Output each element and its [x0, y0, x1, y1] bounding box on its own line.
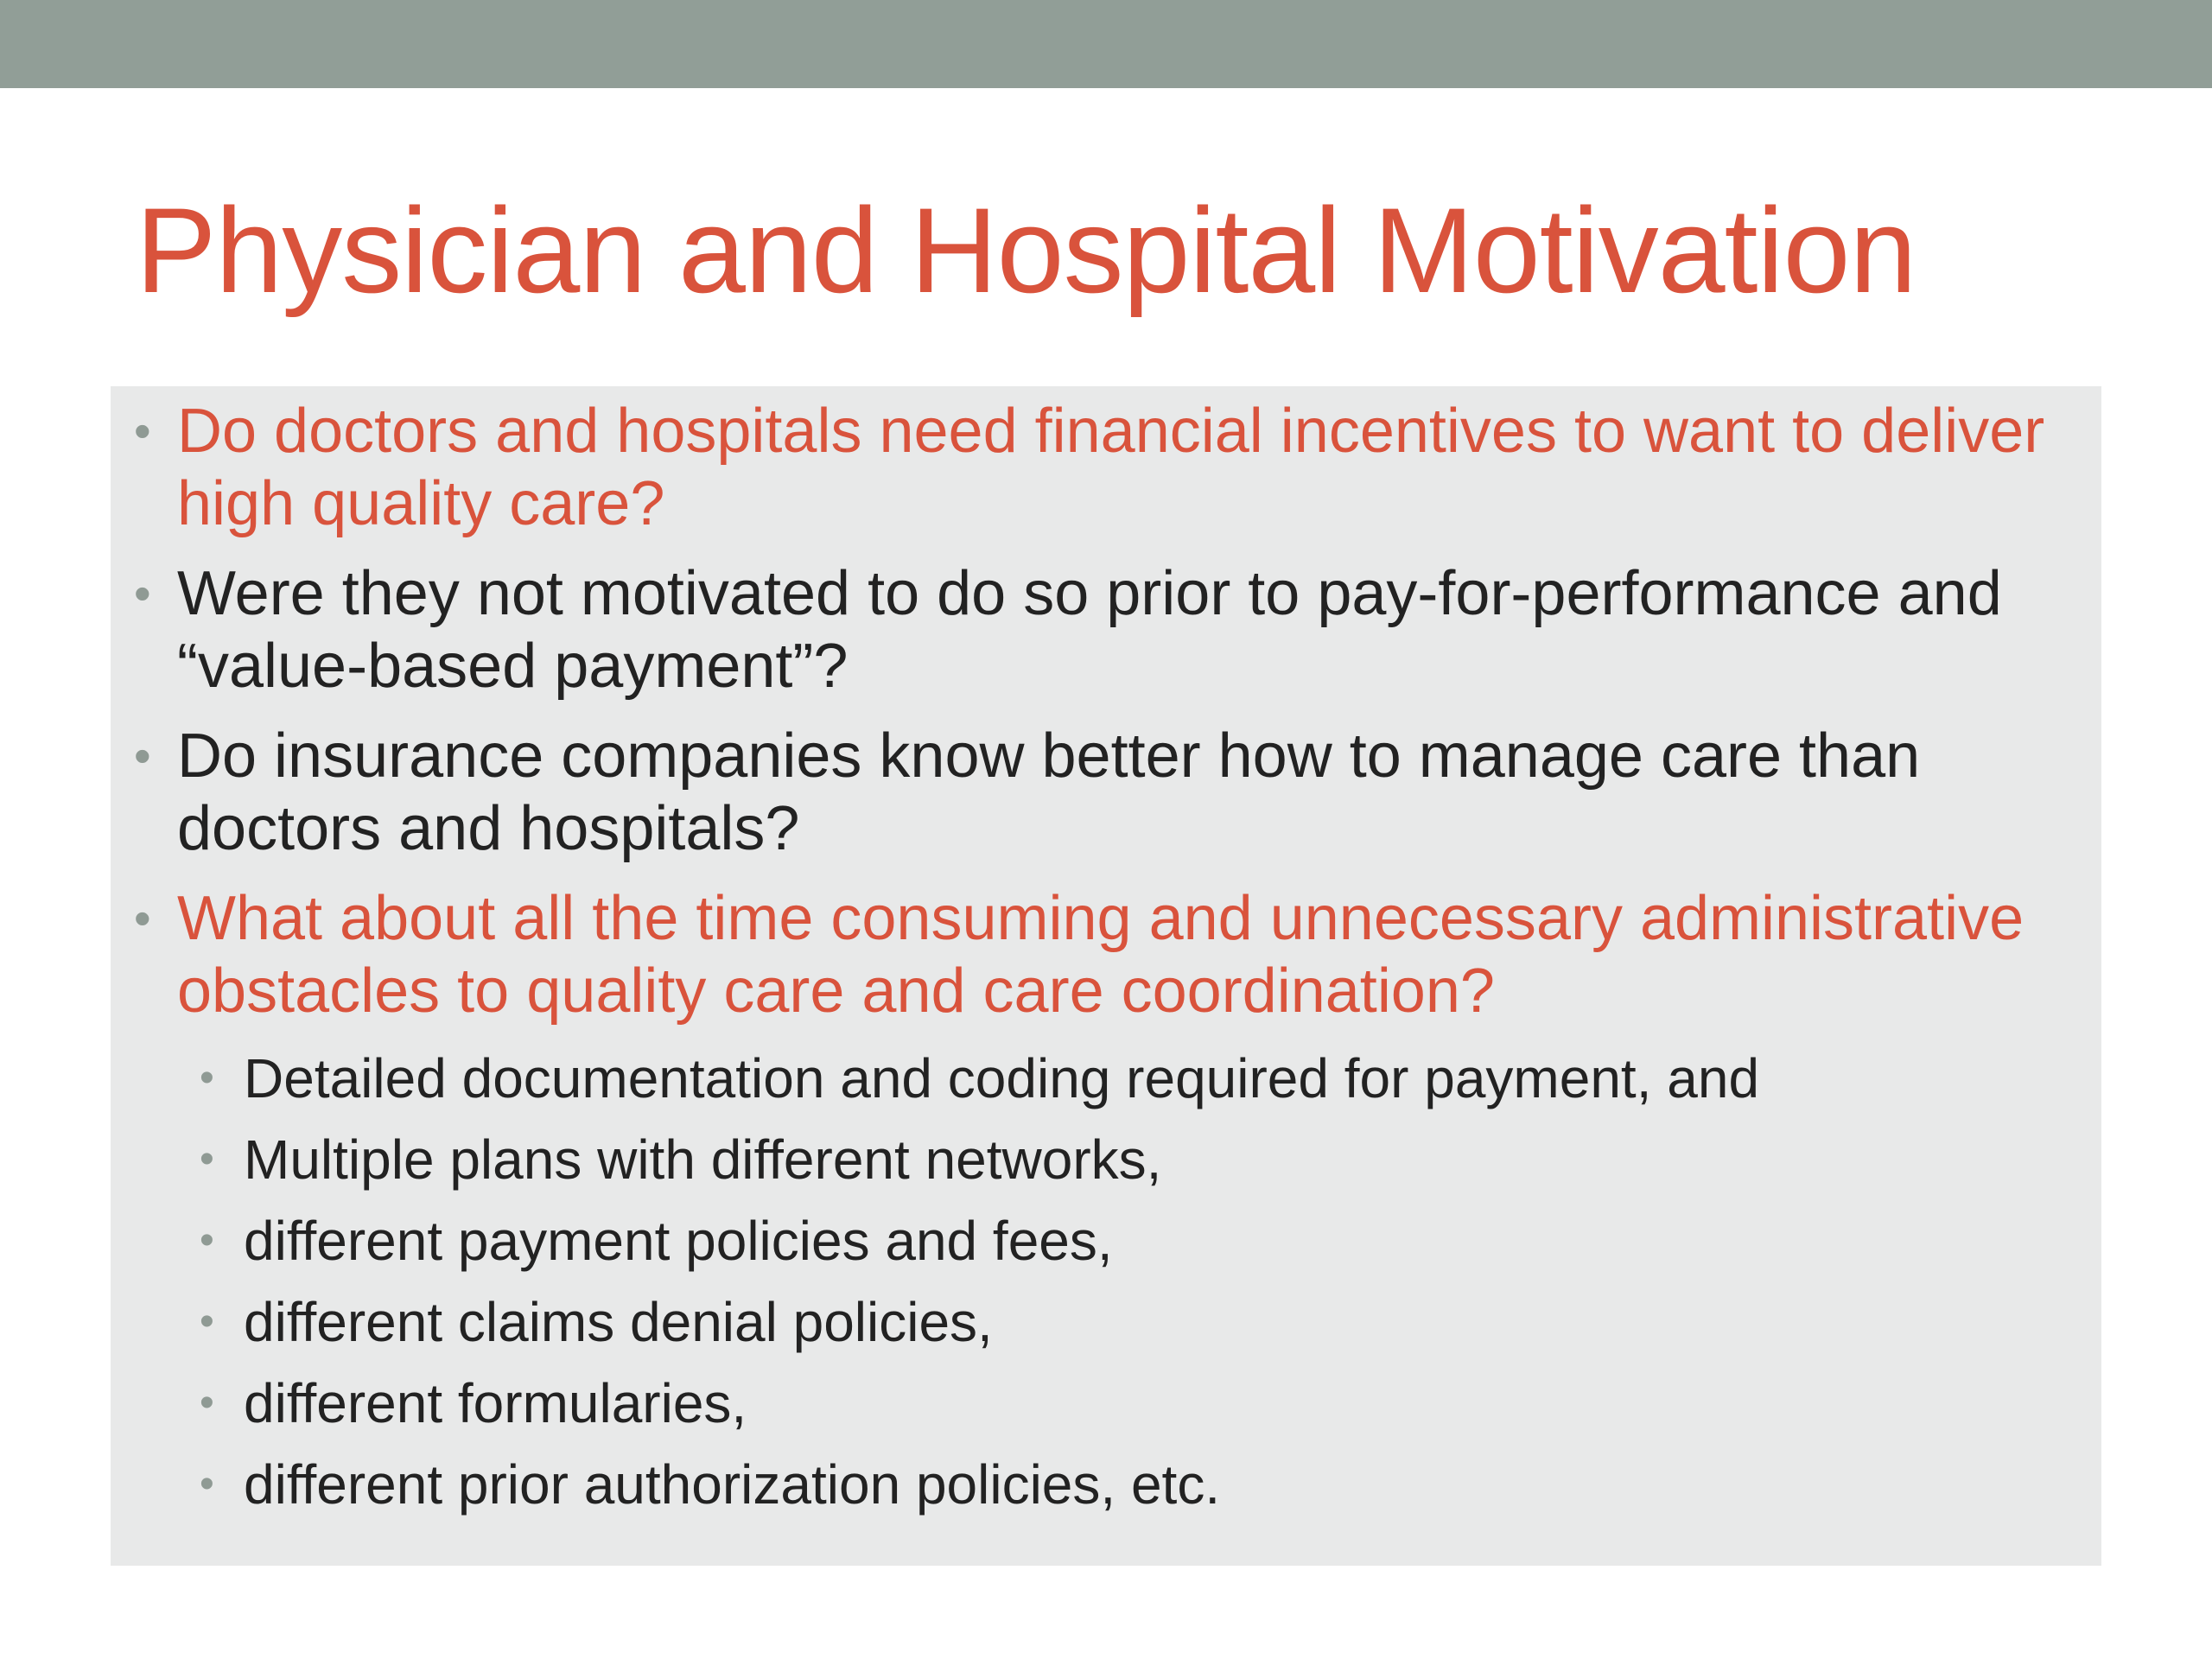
bullet-icon: • [134, 891, 151, 945]
sub-bullet-text: different payment policies and fees, [244, 1210, 1113, 1272]
top-accent-bar [0, 0, 2212, 88]
bullet-text: Do insurance companies know better how to manage care than doctors and hospitals? [177, 721, 1921, 863]
sub-bullet-text: different prior authorization policies, etc. [244, 1453, 1221, 1516]
sub-bullet-text: Detailed documentation and coding required for payment, and [244, 1047, 1760, 1109]
sub-bullet-icon: • [200, 1461, 214, 1507]
bullet-icon: • [134, 566, 151, 620]
bullet-icon: • [134, 404, 151, 458]
sub-bullet-icon: • [200, 1136, 214, 1182]
sub-bullet-icon: • [200, 1299, 214, 1344]
sub-bullet-icon: • [200, 1380, 214, 1426]
sub-bullet-icon: • [200, 1217, 214, 1263]
sub-bullet-icon: • [200, 1055, 214, 1101]
bullet-text: What about all the time consuming and unnecessary administrative obstacles to quality care and care coordination? [177, 884, 2024, 1026]
bullet-text: Do doctors and hospitals need financial incentives to want to deliver high quality care? [177, 397, 2045, 538]
sub-bullet-text: Multiple plans with different networks, [244, 1128, 1162, 1191]
sub-bullet-text: different claims denial policies, [244, 1291, 993, 1353]
slide-title: Physician and Hospital Motivation [136, 182, 1916, 318]
content-box [111, 386, 2101, 1566]
bullet-text: Were they not motivated to do so prior to pay-for-performance and “value-based payment”? [177, 559, 2002, 701]
bullet-icon: • [134, 728, 151, 783]
sub-bullet-text: different formularies, [244, 1372, 747, 1434]
